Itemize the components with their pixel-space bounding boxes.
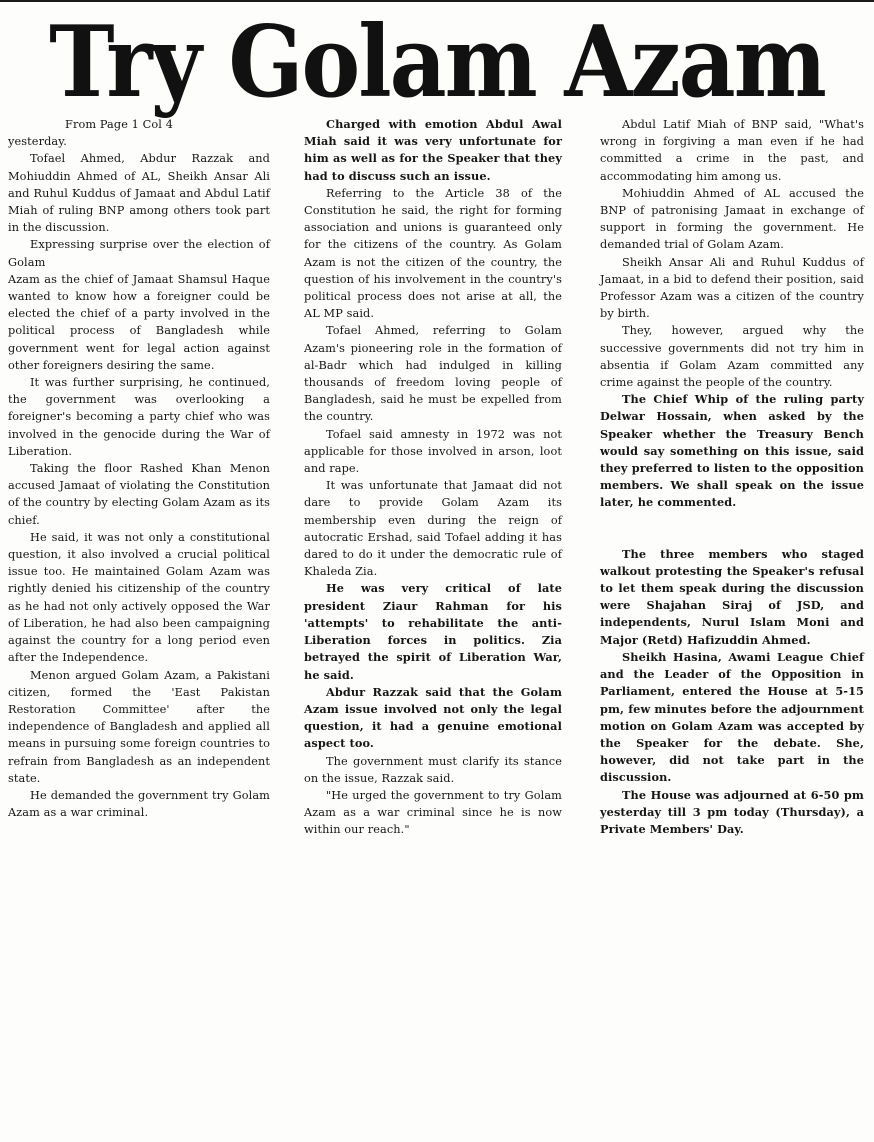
paragraph: It was unfortunate that Jamaat did not dare to provide Golam Azam its membership even during the reign of autocratic Ershad, said Tofael adding it has dared to do it under the democratic rule of Khaleda Zia.	[304, 479, 562, 579]
paragraph: Tofael said amnesty in 1972 was not applicable for those involved in arson, loot and rape.	[304, 427, 562, 476]
paragraph: Abdul Latif Miah of BNP said, "What's wrong in forgiving a man even if he had committed a crime in the past, and accommodating him among us.	[600, 118, 864, 183]
paragraph: Charged with emotion Abdul Awal Miah said it was very unfortunate for him as well as for the Speaker that they had to discuss such an issue.	[304, 117, 562, 183]
paragraph: They, however, argued why the successive governments did not try him in absentia if Golam Azam committed any crime against the people of the country.	[600, 324, 864, 390]
paragraph: He demanded the government try Golam Azam as a war criminal.	[8, 788, 270, 820]
paragraph: Mohiuddin Ahmed of AL accused the BNP of patronising Jamaat in exchange of support in forming the government. He demanded trial of Golam Azam.	[600, 186, 864, 252]
dateline: From Page 1 Col 4	[65, 118, 173, 131]
column-gap	[600, 512, 864, 546]
article-column-1	[8, 116, 270, 821]
paragraph: Tofael Ahmed, referring to Golam Azam's pioneering role in the formation of al-Badr which had indulged in killing thousands of freedom loving people of Bangladesh, said he must be expelled from the country.	[304, 324, 562, 424]
paragraph: He was very critical of late president Ziaur Rahman for his 'attempts' to rehabilitate the anti-Liberation forces in politics. Zia betrayed the spirit of Liberation War, he said.	[304, 581, 562, 682]
paragraph: Sheikh Ansar Ali and Ruhul Kuddus of Jamaat, in a bid to defend their position, said Professor Azam was a citizen of the country by birth.	[600, 255, 864, 321]
paragraph: Menon argued Golam Azam, a Pakistani citizen, formed the 'East Pakistan Restoration Committee' after the independence of Bangladesh and applied all means in pursuing some foreign countries to refrain from Bangladesh as an independent state.	[8, 668, 270, 785]
article-column-3	[600, 116, 864, 838]
paragraph: He said, it was not only a constitutional question, it also involved a crucial political issue too. He maintained Golam Azam was rightly denied his citizenship of the country as he had not only actively opposed the War of Liberation, he had also been campaigning against the country for a long period even after the Independence.	[8, 530, 270, 665]
paragraph: Taking the floor Rashed Khan Menon accused Jamaat of violating the Constitution of the country by electing Golam Azam as its chief.	[8, 462, 270, 527]
paragraph: The government must clarify its stance on the issue, Razzak said.	[304, 754, 562, 785]
paragraph: Tofael Ahmed, Abdur Razzak and Mohiuddin Ahmed of AL, Sheikh Ansar Ali and Ruhul Kuddus of Jamaat and Abdul Latif Miah of ruling BNP among others took part in the discussion.	[8, 152, 270, 235]
paragraph: The Chief Whip of the ruling party Delwar Hossain, when asked by the Speaker whether the Treasury Bench would say something on this issue, said they preferred to listen to the opposition members. We shall speak on the issue later, he commented.	[600, 392, 864, 510]
paragraph: Azam as the chief of Jamaat Shamsul Haque wanted to know how a foreigner could be elected the chief of a party involved in the political process of Bangladesh while government went for legal action against other foreigners desiring the same.	[8, 272, 270, 372]
paragraph: Referring to the Article 38 of the Constitution he said, the right for forming association and unions is guaranteed only for the citizens of the country. As Golam Azam is not the citizen of the country, the question of his involvement in the country's political process does not arise at all, the AL MP said.	[304, 186, 562, 321]
paragraph: Abdur Razzak said that the Golam Azam issue involved not only the legal question, it had a genuine emotional aspect too.	[304, 684, 562, 751]
paragraph: The three members who staged walkout protesting the Speaker's refusal to let them speak during the discussion were Shajahan Siraj of JSD, and independents, Nurul Islam Moni and Major (Retd) Hafizuddin Ahmed.	[600, 546, 864, 647]
paragraph: The House was adjourned at 6-50 pm yesterday till 3 pm today (Thursday), a Private Members' Day.	[600, 787, 864, 836]
paragraph: It was further surprising, he continued, the government was overlooking a foreigner's becoming a party chief who was involved in the genocide during the War of Liberation.	[8, 376, 270, 458]
paragraph: "He urged the government to try Golam Azam as a war criminal since he is now within our reach."	[304, 788, 562, 837]
paragraph: yesterday.	[8, 135, 67, 149]
paragraph: Expressing surprise over the election of Golam	[8, 238, 270, 269]
article-column-2	[304, 116, 562, 839]
paragraph: Sheikh Hasina, Awami League Chief and the Leader of the Opposition in Parliament, entered the House at 5-15 pm, few minutes before the adjournment motion on Golam Azam was accepted by the Speaker for the debate. She, however, did not take part in the discussion.	[600, 649, 864, 785]
headline: Try Golam Azam	[49, 3, 825, 120]
